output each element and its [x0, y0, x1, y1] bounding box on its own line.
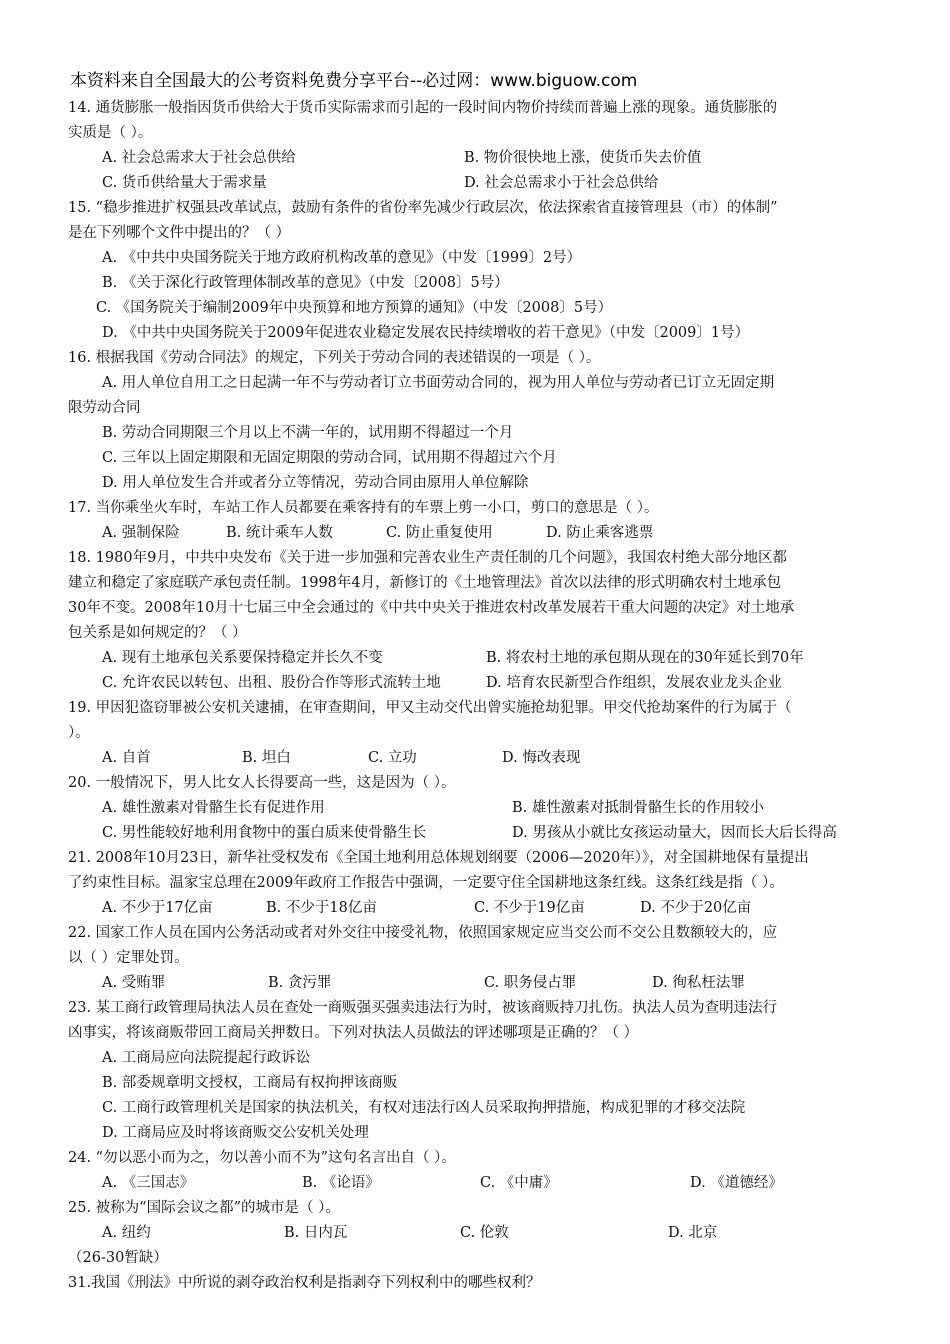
question-stem: 21. 2008年10月23日，新华社受权发布《全国土地利用总体规划纲要（2006—2020年）》，对全国耕地保有量提出: [68, 850, 809, 866]
question-17: [68, 496, 890, 546]
option-row: [68, 971, 890, 996]
option-c: C. 伦敦: [460, 1225, 509, 1241]
question-23: [68, 996, 890, 1146]
option-d: D. 北京: [668, 1225, 718, 1241]
option-b: B. 不少于18亿亩: [266, 900, 377, 916]
option-c: C. 职务侵占罪: [484, 975, 577, 991]
question-stem: 24. “勿以恶小而为之，勿以善小而不为”这句名言出自（ ）。: [68, 1150, 456, 1166]
option-d: D. 不少于20亿亩: [640, 900, 752, 916]
question-stem: 是在下列哪个文件中提出的？（ ）: [68, 225, 291, 241]
question-22: [68, 921, 890, 996]
option-a: A. 不少于17亿亩: [102, 900, 213, 916]
question-stem: 实质是（ ）。: [68, 125, 153, 141]
option-row: [68, 1221, 890, 1246]
option-a: A. 《三国志》: [102, 1175, 195, 1191]
option-c: C. 《中庸》: [480, 1175, 558, 1191]
option-row: [68, 521, 890, 546]
question-31: [68, 1271, 890, 1296]
option-c: C. 三年以上固定期限和无固定期限的劳动合同，试用期不得超过六个月: [102, 450, 557, 466]
question-18: [68, 546, 890, 696]
option-d: D. 男孩从小就比女孩运动量大，因而长大后长得高: [512, 825, 837, 841]
option-a: A. 《中共中央国务院关于地方政府机构改革的意见》（中发〔1999〕2号）: [102, 250, 582, 266]
option-row: [68, 896, 890, 921]
question-stem: 22. 国家工作人员在国内公务活动或者对外交往中接受礼物，依照国家规定应当交公而不交公且数额较大的，应: [68, 925, 778, 941]
option-a: A. 受贿罪: [102, 975, 166, 991]
missing-questions-note: （26-30暂缺）: [68, 1250, 168, 1266]
option-a-continued: 限劳动合同: [68, 400, 141, 416]
option-b: B. 贪污罪: [268, 975, 332, 991]
question-20: [68, 771, 890, 846]
question-stem: ）。: [68, 725, 90, 741]
question-stem: 建立和稳定了家庭联产承包责任制。1998年4月，新修订的《土地管理法》首次以法律的形式明确农村土地承包: [68, 575, 782, 591]
question-14: [68, 96, 890, 196]
option-c: C. 不少于19亿亩: [474, 900, 585, 916]
question-21: [68, 846, 890, 921]
question-25: [68, 1196, 890, 1246]
option-c: C. 立功: [368, 750, 417, 766]
question-15: [68, 196, 890, 346]
option-d: D. 培育农民新型合作组织，发展农业龙头企业: [486, 675, 782, 691]
option-row: [68, 746, 890, 771]
option-d: D. 防止乘客逃票: [546, 525, 654, 541]
option-row: [68, 821, 890, 846]
question-stem: 23. 某工商行政管理局执法人员在查处一商贩强买强卖违法行为时，被该商贩持刀扎伤。执法人员为查明违法行: [68, 1000, 778, 1016]
option-d: D. 社会总需求小于社会总供给: [464, 175, 659, 191]
question-19: [68, 696, 890, 771]
option-c: C. 允许农民以转包、出租、股份合作等形式流转土地: [102, 675, 441, 691]
question-stem: 19. 甲因犯盗窃罪被公安机关逮捕，在审查期间，甲又主动交代出曾实施抢劫犯罪。甲交代抢劫案件的行为属于（: [68, 700, 792, 716]
option-b: B. 将农村土地的承包期从现在的30年延长到70年: [486, 650, 804, 666]
question-stem: 包关系是如何规定的？（ ）: [68, 625, 247, 641]
option-row: [68, 1171, 890, 1196]
option-row: [68, 646, 890, 671]
question-stem: 18. 1980年9月，中共中央发布《关于进一步加强和完善农业生产责任制的几个问题》，我国农村绝大部分地区都: [68, 550, 788, 566]
option-row: [68, 171, 890, 196]
option-b: B. 坦白: [242, 750, 291, 766]
question-stem: 20. 一般情况下，男人比女人长得要高一些，这是因为（ ）。: [68, 775, 456, 791]
question-stem: 16. 根据我国《劳动合同法》的规定，下列关于劳动合同的表述错误的一项是（ ）。: [68, 350, 601, 366]
option-d: D. 《道德经》: [690, 1175, 783, 1191]
question-stem: 30年不变。2008年10月十七届三中全会通过的《中共中央关于推进农村改革发展若干重大问题的决定》对土地承: [68, 600, 795, 616]
option-b: B. 日内瓦: [284, 1225, 348, 1241]
option-a: A. 纽约: [102, 1225, 151, 1241]
option-b: B. 统计乘车人数: [226, 525, 333, 541]
option-a: A. 社会总需求大于社会总供给: [102, 150, 296, 166]
question-stem: 31.我国《刑法》中所说的剥夺政治权利是指剥夺下列权利中的哪些权利？: [68, 1275, 541, 1291]
option-row: [68, 146, 890, 171]
option-a: A. 工商局应向法院提起行政诉讼: [102, 1050, 311, 1066]
option-d: D. 工商局应及时将该商贩交公安机关处理: [102, 1125, 369, 1141]
option-a: A. 自首: [102, 750, 151, 766]
question-stem: 17. 当你乘坐火车时，车站工作人员都要在乘客持有的车票上剪一小口，剪口的意思是（ ）。: [68, 500, 659, 516]
option-b: B. 物价很快地上涨，使货币失去价值: [464, 150, 702, 166]
option-a: A. 强制保险: [102, 525, 180, 541]
option-c: C. 防止重复使用: [386, 525, 493, 541]
question-24: [68, 1146, 890, 1196]
option-a: A. 现有土地承包关系要保持稳定并长久不变: [102, 650, 383, 666]
question-stem: 25. 被称为“国际会议之都”的城市是（ ）。: [68, 1200, 340, 1216]
option-d: D. 《中共中央国务院关于2009年促进农业稳定发展农民持续增收的若干意见》（中发〔2009〕1号）: [102, 325, 750, 341]
option-c: C. 男性能较好地利用食物中的蛋白质来使骨骼生长: [102, 825, 427, 841]
option-b: B. 《关于深化行政管理体制改革的意见》（中发〔2008〕5号）: [102, 275, 509, 291]
source-header: 本资料来自全国最大的公考资料免费分享平台--必过网：www.biguow.com: [70, 71, 638, 91]
option-b: B. 雄性激素对抵制骨骼生长的作用较小: [512, 800, 764, 816]
option-b: B. 《论语》: [302, 1175, 380, 1191]
option-c: C. 货币供给量大于需求量: [102, 175, 267, 191]
question-list: [68, 96, 890, 1296]
question-16: [68, 346, 890, 496]
option-c: C. 工商行政管理机关是国家的执法机关，有权对违法行凶人员采取拘押措施，构成犯罪的才移交法院: [102, 1100, 746, 1116]
option-row: [68, 671, 890, 696]
question-stem: 了约束性目标。温家宝总理在2009年政府工作报告中强调，一定要守住全国耕地这条红线。这条红线是指（ ）。: [68, 875, 784, 891]
question-stem: 以（ ）定罪处罚。: [68, 950, 189, 966]
option-c: C. 《国务院关于编制2009年中央预算和地方预算的通知》（中发〔2008〕5号）: [96, 300, 613, 316]
question-stem: 14. 通货膨胀一般指因货币供给大于货币实际需求而引起的一段时间内物价持续而普遍上涨的现象。通货膨胀的: [68, 100, 778, 116]
option-row: [68, 796, 890, 821]
option-b: B. 劳动合同期限三个月以上不满一年的，试用期不得超过一个月: [102, 425, 514, 441]
option-d: D. 徇私枉法罪: [652, 975, 745, 991]
question-stem: 凶事实，将该商贩带回工商局关押数日。下列对执法人员做法的评述哪项是正确的？（ ）: [68, 1025, 639, 1041]
option-a: A. 用人单位自用工之日起满一年不与劳动者订立书面劳动合同的，视为用人单位与劳动者已订立无固定期: [102, 375, 775, 391]
option-b: B. 部委规章明文授权，工商局有权拘押该商贩: [102, 1075, 398, 1091]
option-d: D. 用人单位发生合并或者分立等情况，劳动合同由原用人单位解除: [102, 475, 529, 491]
question-stem: 15. “稳步推进扩权强县改革试点，鼓励有条件的省份率先减少行政层次，依法探索省直接管理县（市）的体制”: [68, 200, 778, 216]
option-a: A. 雄性激素对骨骼生长有促进作用: [102, 800, 325, 816]
option-d: D. 悔改表现: [502, 750, 581, 766]
